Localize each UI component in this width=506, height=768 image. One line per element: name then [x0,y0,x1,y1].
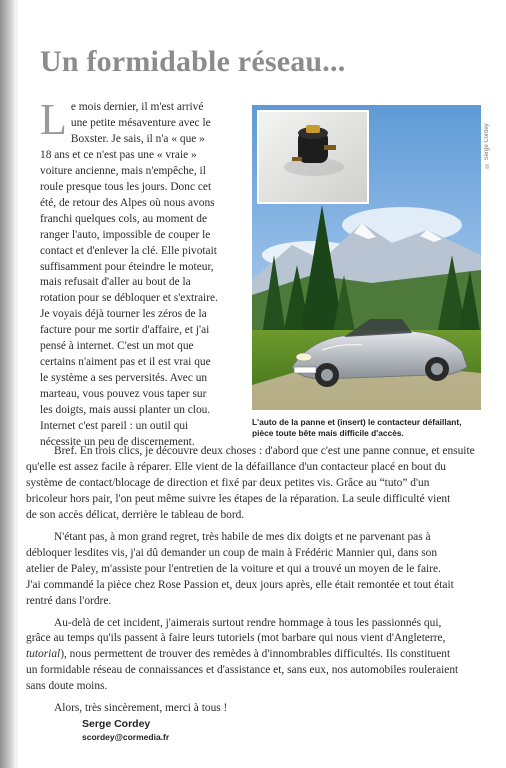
photo-caption [252,417,484,439]
caption-line: pièce toute bête mais difficile d'accès. [252,428,404,438]
intro-line: rotation pour se débloquer et s'extraire. [40,292,218,305]
intro-line: certains n'aiment pas et il est vrai que [40,356,211,369]
author-email: scordey@cormedia.fr [82,732,170,742]
intro-line: Boxster. Je sais, il n'a « que » [70,132,205,145]
body-line: rentré dans l'ordre. [26,594,112,607]
body-line: un formidable réseau de connaissances et d'assistance et, sans eux, nos automobiles rouleraient [26,664,459,677]
body-line: tutorial), nous permettent de trouver des remèdes à d'innombrables difficultés. Ils constituent [26,648,451,661]
intro-line: marteau, vous pouvez vous taper sur [40,388,207,401]
intro-line: pensé à internet. C'est un mot que [40,340,194,353]
intro-line: le système a ses perversités. Avec un [40,372,208,385]
intro-line: été, de retour des Alpes où nous avons [40,196,215,209]
body-line: débloquer lesdites vis, j'ai dû demander un coup de main à Frédéric Mannier qui, dans son [26,546,438,559]
body-line: Bref. En trois clics, je découvre deux choses : d'abord que c'est une panne connue, et ensuite [54,445,475,457]
intro-line: e mois dernier, il m'est arrivé [70,101,204,113]
intro-line: 18 ans et ce n'est pas une « vraie » [40,148,197,161]
body-line: atelier de Paley, m'assiste pour l'entretien de la voiture et qui a trouvé un moyen de le faire. [26,562,441,575]
intro-line: Internet c'est pareil : un outil qui [40,420,189,433]
signature [82,718,169,743]
author-name: Serge Cordey [82,718,151,730]
intro-text [40,95,242,451]
body-line: qu'elle est assez facile à réparer. Elle vient de la défaillance d'un contacteur placé en bout du [26,460,446,473]
body-line: N'étant pas, à mon grand regret, très habile de mes dix doigts et ne parvenant pas à [54,530,431,543]
car-in-alps-photo [252,105,481,410]
body-paragraph [26,444,486,524]
intro-line: Je voyais déjà tourner les zéros de la [40,308,207,321]
intro-line: contact et d'enlever la clé. Elle pivotait [40,244,217,257]
intro-line: les doigts, mais aussi planter un clou. [40,404,211,417]
article-title: Un formidable réseau... [40,45,346,78]
page-edge-band-light [14,0,18,768]
body-line: de son accès délicat, derrière le tableau de bord. [26,508,245,521]
body-line: sans doute moins. [26,680,108,693]
intro-column [40,95,242,451]
article-photo [252,105,481,410]
intro-line: voiture ancienne, mais n'empêche, il [40,164,206,177]
intro-line: suffisamment pour éteindre le moteur, [40,260,214,273]
intro-line: mais refusait d'aller au bout de la [40,276,191,289]
body-line: Au-delà de cet incident, j'aimerais surtout rendre hommage à tous les passionnés qui, [54,616,442,629]
body-paragraph [40,701,486,717]
body-paragraph [26,616,486,696]
intro-line: une petite mésaventure avec le [70,116,211,129]
body-line: grâce au temps qu'ils passent à faire leurs tutoriels (mot barbare qui nous vient d'Angleterre, [26,632,446,645]
caption-line: L'auto de la panne et (insert) le contacteur défaillant, [252,417,462,427]
article-body [26,444,486,723]
body-line: Alors, très sincèrement, merci à tous ! [54,702,228,715]
body-line: système de contact/blocage de direction et fixé par deux petites vis. Grâce au “tuto” d'un [26,476,430,489]
intro-line: roule presque tous les jours. Donc cet [40,180,212,193]
intro-line: nécessite un peu de discernement. [40,436,195,449]
intro-line: ranger l'auto, impossible de couper le [40,228,211,241]
body-line: J'ai commandé la pièce chez Rose Passion et, deux jours après, elle était remontée et tout était [26,578,454,591]
intro-line: facture pour me sortir d'affaire, et j'ai [40,324,210,337]
page-edge-band [0,0,14,768]
intro-line: franchi quelques cols, au moment de [40,212,208,225]
drop-cap: L [40,95,67,144]
body-paragraph [26,530,486,610]
photo-credit: © Serge Cordey [484,123,490,168]
body-line: bricoleur hors pair, l'on peut même suivre les étapes de la réparation. La seule difficulté vient [26,492,451,505]
